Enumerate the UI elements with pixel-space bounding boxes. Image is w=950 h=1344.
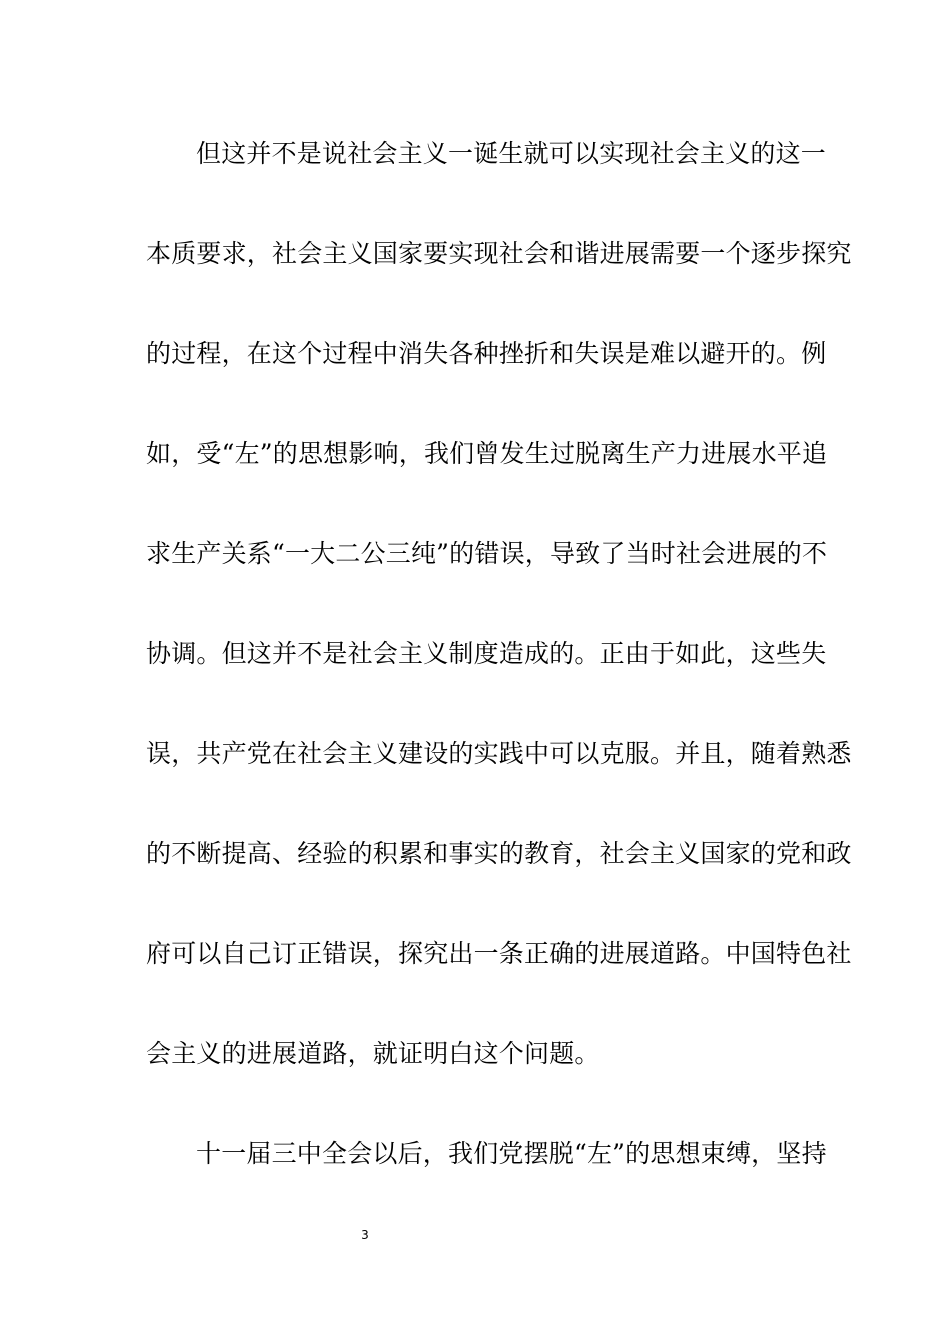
paragraph-1-line-9: 府可以自己订正错误，探究出一条正确的进展道路。中国特色社 xyxy=(146,939,852,968)
paragraph-1-line-5: 求生产关系“一大二公三纯”的错误，导致了当时社会进展的不 xyxy=(146,539,828,568)
paragraph-1-line-10: 会主义的进展道路，就证明白这个问题。 xyxy=(146,1039,600,1068)
paragraph-1-line-3: 的过程，在这个过程中消失各种挫折和失误是难以避开的。例 xyxy=(146,339,827,368)
page-number: 3 xyxy=(361,1228,369,1242)
paragraph-1-line-1: 但这并不是说社会主义一诞生就可以实现社会主义的这一 xyxy=(196,139,827,168)
paragraph-1-line-6: 协调。但这并不是社会主义制度造成的。正由于如此，这些失 xyxy=(146,639,827,668)
paragraph-1-line-2: 本质要求，社会主义国家要实现社会和谐进展需要一个逐步探究 xyxy=(146,239,852,268)
paragraph-1-line-4: 如，受“左”的思想影响，我们曾发生过脱离生产力进展水平追 xyxy=(146,439,828,468)
paragraph-1-line-8: 的不断提高、经验的积累和事实的教育，社会主义国家的党和政 xyxy=(146,839,852,868)
paragraph-1-line-7: 误，共产党在社会主义建设的实践中可以克服。并且，随着熟悉 xyxy=(146,739,852,768)
paragraph-2-line-1: 十一届三中全会以后，我们党摆脱“左”的思想束缚，坚持 xyxy=(196,1139,827,1168)
